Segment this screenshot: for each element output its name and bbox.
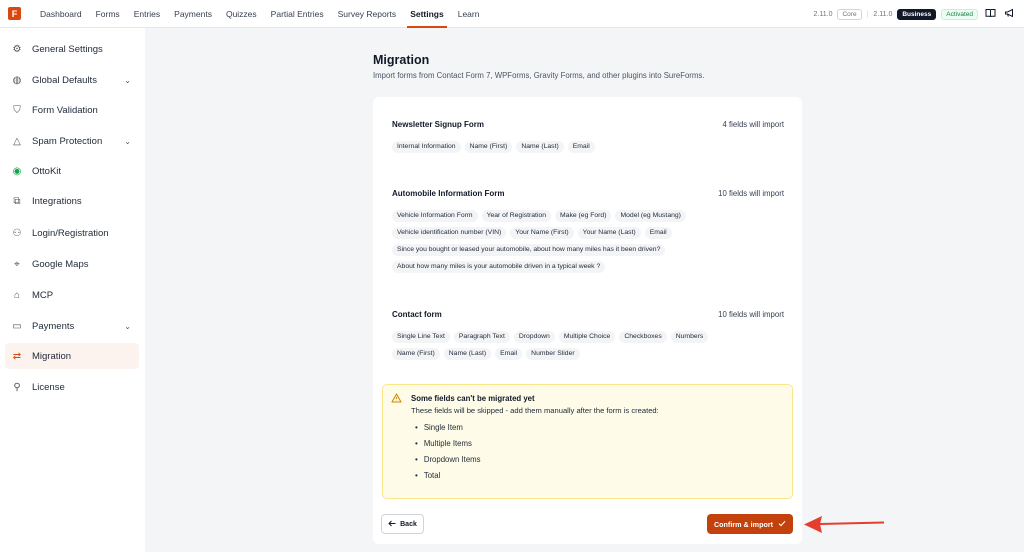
warning-description: These fields will be skipped - add them manually after the form is created:: [411, 406, 659, 415]
form-name: Automobile Information Form: [392, 188, 505, 198]
top-navigation-bar: [0, 0, 1024, 28]
core-badge: Core: [837, 9, 861, 20]
book-icon[interactable]: [983, 8, 997, 21]
field-count: 4 fields will import: [722, 119, 784, 129]
ottokit-icon: ◉: [12, 165, 22, 177]
skipped-field-item: • Multiple Items: [415, 436, 481, 452]
field-chip: Since you bought or leased your automobile, about how many miles has it been driven?: [392, 244, 665, 256]
settings-sidebar: [0, 28, 145, 552]
field-chips: [392, 331, 732, 360]
warning-triangle-icon: △: [13, 135, 21, 147]
shield-check-icon: ⛉: [13, 104, 21, 116]
chevron-down-icon[interactable]: ⌄: [124, 75, 131, 85]
business-version: 2.11.0: [873, 10, 893, 18]
field-chip: Model (eg Mustang): [615, 210, 685, 222]
field-chips: [392, 141, 732, 153]
gear-icon: ⚙: [12, 43, 22, 55]
credit-card-icon: ▭: [12, 320, 22, 332]
field-chip: Single Line Text: [392, 331, 450, 343]
sidebar-item-spam-protection[interactable]: [5, 128, 139, 154]
field-chip: Name (Last): [516, 141, 563, 153]
back-button[interactable]: [381, 514, 424, 534]
skipped-field-item: • Single Item: [415, 420, 481, 436]
nav-item-survey-reports[interactable]: Survey Reports: [337, 8, 397, 19]
field-chip: Year of Registration: [482, 210, 551, 222]
sidebar-item-label: MCP: [32, 289, 54, 301]
version-status-bar: [814, 0, 1016, 28]
nav-item-entries[interactable]: Entries: [133, 8, 161, 19]
field-chip: Paragraph Text: [454, 331, 510, 343]
field-chip: Make (eg Ford): [555, 210, 611, 222]
field-count: 10 fields will import: [718, 188, 784, 198]
field-chip: Vehicle Information Form: [392, 210, 478, 222]
user-plus-icon: ⚇: [12, 227, 22, 239]
field-chip: Dropdown: [514, 331, 555, 343]
nav-item-quizzes[interactable]: Quizzes: [225, 8, 257, 19]
field-chip: Name (First): [465, 141, 513, 153]
warning-triangle-icon: [391, 393, 402, 406]
field-chip: Name (Last): [444, 348, 491, 360]
sidebar-item-label: Payments: [32, 320, 75, 332]
field-chip: About how many miles is your automobile driven in a typical week ?: [392, 261, 605, 273]
sidebar-item-label: Integrations: [32, 195, 82, 207]
back-button-label: Back: [400, 520, 417, 528]
business-badge: Business: [897, 9, 936, 20]
sidebar-item-general-settings[interactable]: [5, 36, 139, 62]
skipped-field-item: • Total: [415, 468, 481, 484]
sureforms-logo-icon[interactable]: F: [8, 7, 21, 20]
nav-item-settings[interactable]: Settings: [403, 0, 451, 28]
form-preview-newsletter: [392, 118, 784, 153]
activated-badge: Activated: [941, 9, 978, 20]
skipped-fields-list: [415, 420, 481, 484]
sidebar-item-label: Google Maps: [32, 258, 89, 270]
field-chip: Numbers: [671, 331, 709, 343]
separator: |: [866, 10, 869, 18]
sidebar-item-label: Migration: [32, 350, 72, 362]
check-icon: [778, 520, 786, 529]
sidebar-item-label: Form Validation: [32, 104, 98, 116]
sidebar-item-label: License: [32, 381, 65, 393]
map-pin-icon: ⌖: [14, 258, 20, 270]
confirm-import-label: Confirm & import: [713, 519, 774, 529]
chevron-down-icon[interactable]: ⌄: [124, 136, 131, 146]
sidebar-item-ottokit[interactable]: [5, 158, 139, 184]
form-name: Newsletter Signup Form: [392, 119, 485, 129]
sidebar-item-label: Spam Protection: [32, 135, 103, 147]
skipped-field-item: • Dropdown Items: [415, 452, 481, 468]
field-chip: Name (First): [392, 348, 440, 360]
sidebar-item-integrations[interactable]: [5, 188, 139, 214]
sidebar-item-google-maps[interactable]: [5, 251, 139, 277]
globe-icon: ◍: [12, 74, 22, 86]
nav-item-dashboard[interactable]: Dashboard: [40, 8, 82, 19]
nav-item-learn[interactable]: Learn: [457, 8, 480, 19]
plug-icon: ⧉: [13, 195, 21, 207]
sidebar-item-form-validation[interactable]: [5, 97, 139, 123]
nav-item-partial-entries[interactable]: Partial Entries: [270, 8, 324, 19]
field-chip: Vehicle identification number (VIN): [392, 227, 506, 239]
field-chip: Checkboxes: [619, 331, 666, 343]
warning-title: Some fields can't be migrated yet: [411, 394, 535, 403]
sidebar-item-label: Global Defaults: [32, 74, 97, 86]
sidebar-item-label: General Settings: [32, 43, 103, 55]
sidebar-item-migration[interactable]: [5, 343, 139, 369]
field-chip: Multiple Choice: [559, 331, 615, 343]
core-version: 2.11.0: [813, 10, 833, 18]
sidebar-item-label: OttoKit: [32, 165, 62, 177]
megaphone-icon[interactable]: [1002, 8, 1016, 21]
field-chip: Email: [645, 227, 672, 239]
page-subtitle: Import forms from Contact Form 7, WPForms, Gravity Forms, and other plugins into SureForms.: [373, 71, 705, 80]
field-count: 10 fields will import: [718, 309, 784, 319]
sidebar-item-global-defaults[interactable]: [5, 67, 139, 93]
field-chip: Email: [568, 141, 595, 153]
field-chip: Internal Information: [392, 141, 461, 153]
sidebar-item-label: Login/Registration: [32, 227, 109, 239]
user-icon: ⚲: [13, 381, 21, 393]
field-chip: Your Name (Last): [578, 227, 641, 239]
form-preview-contact: [392, 308, 784, 360]
field-chips: [392, 210, 732, 273]
annotation-arrow-icon: [800, 510, 886, 538]
sidebar-item-mcp[interactable]: [5, 282, 139, 308]
nav-item-payments[interactable]: Payments: [174, 8, 212, 19]
form-preview-automobile: [392, 187, 784, 273]
sidebar-item-payments[interactable]: [5, 313, 139, 339]
sidebar-item-login-registration[interactable]: [5, 220, 139, 246]
field-chip: Email: [495, 348, 522, 360]
main-nav: [33, 0, 486, 28]
page-title: Migration: [373, 53, 430, 67]
arrow-left-icon: [388, 520, 396, 529]
confirm-import-button[interactable]: [707, 514, 793, 534]
sidebar-item-license[interactable]: [5, 374, 139, 400]
field-chip: Number Slider: [526, 348, 579, 360]
form-name: Contact form: [392, 309, 442, 319]
robot-icon: ⌂: [13, 289, 21, 301]
chevron-down-icon[interactable]: ⌄: [124, 321, 131, 331]
migration-warning: [382, 384, 793, 499]
nav-item-forms[interactable]: Forms: [95, 8, 120, 19]
arrows-swap-icon: ⇄: [12, 350, 22, 362]
field-chip: Your Name (First): [510, 227, 573, 239]
